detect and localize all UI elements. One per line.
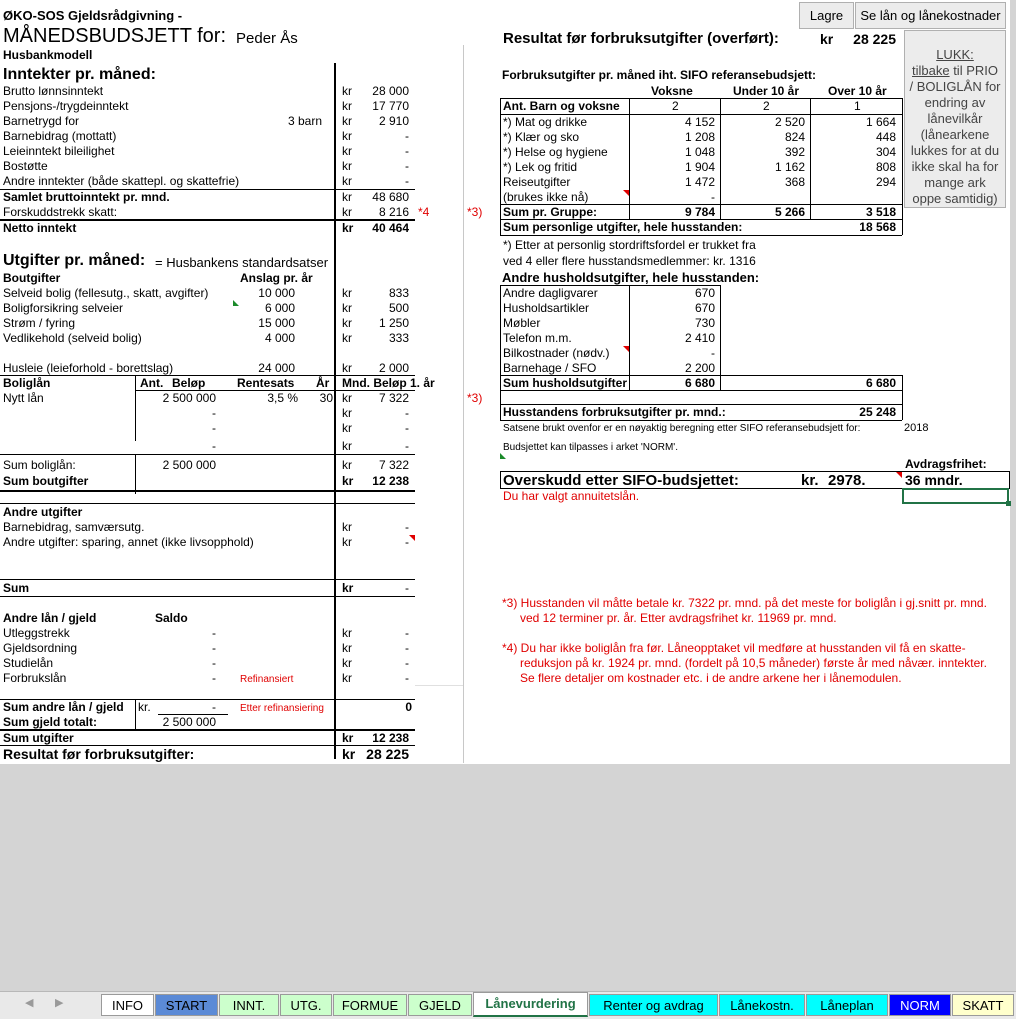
table-border [500,471,501,489]
kr-label: kr [342,641,352,655]
comment-marker [500,453,506,459]
sifo-over10-value: 808 [875,160,896,174]
total-consumption-value: 25 248 [859,405,896,419]
loan-amount[interactable]: - [212,406,216,420]
debt-row-balance[interactable]: - [212,626,216,640]
sheet-tab[interactable]: Låneplan [806,994,888,1016]
debt-row-label: Forbrukslån [3,671,67,685]
sifo-row-label: (brukes ikke nå) [503,190,589,204]
household-row-label: Bilkostnader (nødv.) [503,346,610,360]
kr-label: kr [342,129,352,143]
income-row-label: Bostøtte [3,159,48,173]
sifo-under10-value: 368 [784,175,805,189]
debt-row-value: - [405,641,409,655]
income-row-value[interactable]: 17 770 [372,99,409,113]
adults-count[interactable]: 2 [672,99,679,113]
view-loans-button[interactable]: Se lån og lånekostnader [855,2,1006,29]
sifo-row-label: *) Mat og drikke [503,115,588,129]
sum-personal-value: 18 568 [859,220,896,234]
comment-marker [623,346,629,352]
loan-col-divider-2 [135,454,136,494]
kr-label: kr [342,406,352,420]
sum-value: - [405,581,409,595]
sum-household-total: 6 680 [865,376,896,390]
under10-col-header: Under 10 år [733,84,800,98]
kr-label: kr [342,391,352,405]
count-header: Ant. [140,376,164,390]
household-row-value[interactable]: 2 410 [684,331,715,345]
kr-label: kr [342,221,354,235]
kr-label: kr [342,361,352,375]
gjeld-col-divider [135,700,136,730]
sheet-tab[interactable]: Lånevurdering [473,992,588,1017]
sum-personal-label: Sum personlige utgifter, hele husstanden: [503,220,743,234]
sum-mortgage-label: Sum boliglån: [3,458,76,472]
sheet-tab[interactable]: FORMUE [333,994,407,1016]
over10-col-header: Over 10 år [828,84,887,98]
kr-label: kr [342,144,352,158]
other-expenses-heading: Andre utgifter [3,505,83,519]
table-border [902,375,903,420]
household-row-label: Andre dagligvarer [503,286,598,300]
back-link[interactable]: tilbake [912,63,950,78]
sifo-row-label: Reiseutgifter [503,175,571,189]
sum-other-debt-balance: - [212,700,216,714]
divider [0,490,415,492]
sifo-adults-value: 1 048 [684,145,715,159]
expenses-heading: Utgifter pr. måned: [3,252,146,269]
kr-label: kr [342,731,354,745]
housing-header: Boutgifter [3,271,61,285]
result-transfer-value: 28 225 [853,31,896,47]
loan-monthly: - [405,406,409,420]
footnote-3: *3) Husstanden vil måtte betale kr. 7322 pr. mnd. på det meste for boliglån i gj.snitt pr. mnd. [502,596,987,610]
footnote-4-cont-2: Se flere detaljer om kostnader etc. i de andre arkene her i lånemodulen. [520,671,902,685]
sum-group-adults: 9 784 [684,205,715,219]
sifo-over10-value: 448 [875,130,896,144]
kr-label: kr [342,159,352,173]
sifo-row-label: *) Lek og fritid [503,160,578,174]
income-row-value[interactable]: 2 910 [378,114,409,128]
kr-label: kr [342,520,352,534]
surplus-value: 2978. [828,472,866,489]
sifo-row-label: *) Klær og sko [503,130,580,144]
sum-other-debt-value: 0 [405,700,412,714]
kr-label: kr [342,205,352,219]
sum-household-label: Sum husholdsutgifter [503,376,627,390]
income-row-label: Leieinntekt bileilighet [3,144,115,158]
housing-row-label: Strøm / fyring [3,316,76,330]
loan-monthly: - [405,439,409,453]
table-border [720,285,721,390]
sifo-heading: Forbruksutgifter pr. måned iht. SIFO referansebudsjett: [502,68,817,82]
sum-label: Sum [3,581,30,595]
left-divider [334,63,336,759]
comment-marker [233,300,239,306]
debt-row-label: Studielån [3,656,54,670]
monthly-header: Mnd. Beløp 1. år [342,376,435,390]
table-border [500,235,902,236]
sifo-under10-value: 2 520 [774,115,805,129]
over10-count[interactable]: 1 [854,99,861,113]
kr-label: kr [342,626,352,640]
loan-label: Nytt lån [3,391,44,405]
footnote-ref-3: *3) [467,205,483,219]
footnote-ref-3: *3) [467,391,483,405]
housing-row-year[interactable]: 4 000 [264,331,295,345]
housing-row-year[interactable]: 10 000 [258,286,295,300]
sum-expenses-value: 12 238 [372,731,409,745]
grace-period-label: Avdragsfrihet: [905,457,987,471]
interest-header: Rentesats [237,376,295,390]
table-border [500,98,501,235]
sheet-tab[interactable]: Lånekostn. [719,994,805,1016]
loan-amount[interactable]: 2 500 000 [162,391,216,405]
housing-row-year[interactable]: 15 000 [258,316,295,330]
result-value: 28 225 [366,746,409,762]
income-row-label: Barnetrygd for [3,114,80,128]
sheet-tab[interactable]: INFO [101,994,154,1016]
rent-label: Husleie (leieforhold - borettslag) [3,361,174,375]
close-description: til PRIO / BOLIGLÅN for endring av lånevilkår (lånearkene lukkes for at du ikke skal ha for mange ark oppe samtidig) [909,63,1001,206]
tax-label: Forskuddstrekk skatt: [3,205,118,219]
loan-monthly: 7 322 [378,391,409,405]
scroll-right-icon[interactable]: ▶ [55,997,64,1009]
sifo-basis-note: Satsene brukt ovenfor er en nøyaktig beregning etter SIFO referansebudsjett for: [503,423,861,434]
selected-cell[interactable] [902,488,1009,504]
kr-label: kr [342,439,352,453]
household-row-value[interactable]: 730 [694,316,715,330]
kr-label: kr [342,421,352,435]
debt-row-value: - [405,626,409,640]
footnote-4: *4) Du har ikke boliglån fra før. Låneopptaket vil medføre at husstanden vil få en skatte- [502,641,966,655]
budget-note: Budsjettet kan tilpasses i arket 'NORM'. [503,442,678,453]
kr-label: kr [342,190,352,204]
sheet-tab[interactable]: Renter og avdrag [589,994,718,1016]
household-row-label: Møbler [503,316,541,330]
total-debt-value: 2 500 000 [162,715,216,729]
divider [415,685,463,686]
result-label: Resultat før forbruksutgifter: [3,746,195,762]
sum-group-over10: 3 518 [865,205,896,219]
debt-row-balance[interactable]: - [212,641,216,655]
housing-row-label: Selveid bolig (fellesutg., skatt, avgifter) [3,286,209,300]
total-debt-label: Sum gjeld totalt: [3,715,97,729]
save-button[interactable]: Lagre [799,2,854,29]
income-row-value[interactable]: 28 000 [372,84,409,98]
household-count-label: Ant. Barn og voksne [503,99,620,113]
close-title: LUKK: [936,47,974,62]
debt-row-value: - [405,671,409,685]
housing-row-label: Boligforsikring selveier [3,301,124,315]
income-row-label: Andre inntekter (både skattepl. og skattefrie) [3,174,240,188]
housing-row-value: 333 [388,331,409,345]
children-count[interactable]: 3 barn [288,114,323,128]
annuity-note: Du har valgt annuitetslån. [503,489,640,503]
housing-row-value: 833 [388,286,409,300]
footnote-3-cont: ved 12 terminer pr. år. Etter avdragsfrihet kr. 11969 pr. mnd. [520,611,837,625]
kr-label: kr [342,174,352,188]
housing-row-value: 500 [388,301,409,315]
sifo-adults-value: 4 152 [684,115,715,129]
kr-label: kr [342,99,352,113]
annual-estimate-header: Anslag pr. år [240,271,313,285]
income-heading: Inntekter pr. måned: [3,66,156,83]
rent-value: 2 000 [378,361,409,375]
sifo-adults-value: 1 208 [684,130,715,144]
sifo-over10-value: 294 [875,175,896,189]
divider [0,454,415,455]
rent-year[interactable]: 24 000 [258,361,295,375]
child-support-label: Barnebidrag, samværsutg. [3,520,145,534]
other-costs-value[interactable]: - [405,535,409,549]
sifo-over10-value: 1 664 [865,115,896,129]
other-costs-label: Andre utgifter: sparing, annet (ikke livsopphold) [3,535,254,549]
sheet-tab[interactable]: GJELD [408,994,472,1016]
table-border [1009,471,1010,489]
debt-row-label: Gjeldsordning [3,641,78,655]
sum-household-value: 6 680 [684,376,715,390]
income-row-value[interactable]: - [405,144,409,158]
refinance-note: Etter refinansiering [240,703,324,714]
loan-amount[interactable]: - [212,439,216,453]
sifo-adults-value: 1 472 [684,175,715,189]
sifo-year: 2018 [904,422,929,434]
kr-label: kr [342,84,352,98]
divider [0,579,415,580]
debt-row-value: - [405,656,409,670]
table-border [500,285,501,420]
sifo-adults-value: 1 904 [684,160,715,174]
kr-label: kr [342,581,354,595]
divider [0,503,415,504]
grace-period-value: 36 mndr. [905,472,963,488]
household-row-value[interactable]: 670 [694,301,715,315]
amount-header: Beløp [172,376,206,390]
total-consumption-label: Husstandens forbruksutgifter pr. mnd.: [503,405,726,419]
refinanced-note: Refinansiert [240,674,294,685]
kr-label: kr [342,286,352,300]
divider [0,596,415,597]
income-row-label: Barnebidrag (mottatt) [3,129,117,143]
kr-label: kr [342,114,352,128]
household-row-value[interactable]: 2 200 [684,361,715,375]
footnote-4-cont: reduksjon på kr. 1924 pr. mnd. (fordelt på 10,5 måneder) første år med nåvær. inntekter. [520,656,987,670]
close-loan-sheets-button[interactable] [904,30,1006,208]
sum-mortgage-amount: 2 500 000 [162,458,216,472]
tax-value: 8 216 [378,205,409,219]
debt-row-label: Utleggstrekk [3,626,70,640]
comment-marker [623,190,629,196]
household-expenses-heading: Andre husholdsutgifter, hele husstanden: [502,270,760,285]
kr-label: kr [342,474,354,488]
sifo-row-label: *) Helse og hygiene [503,145,608,159]
sum-housing-label: Sum boutgifter [3,474,89,488]
kr-label: kr. [801,472,819,489]
loan-amount[interactable]: - [212,421,216,435]
kr-label: kr [342,316,352,330]
housing-row-year[interactable]: 6 000 [264,301,295,315]
result-transfer-label: Resultat før forbruksutgifter (overført): [503,30,779,47]
fill-handle[interactable] [1006,501,1011,506]
sheet-tab[interactable]: START [155,994,218,1016]
income-row-value[interactable]: - [405,159,409,173]
sifo-under10-value: 824 [784,130,805,144]
loan-years[interactable]: 30 [319,391,333,405]
net-income-label: Netto inntekt [3,221,77,235]
sheet-tab[interactable]: NORM [889,994,951,1016]
sheet-tab[interactable]: INNT. [219,994,279,1016]
household-row-value[interactable]: 670 [694,286,715,300]
debt-row-balance[interactable]: - [212,656,216,670]
child-support-value[interactable]: - [405,520,409,534]
gross-income-value: 48 680 [372,190,409,204]
kr-label: kr [342,671,352,685]
sheet-tab[interactable]: UTG. [280,994,332,1016]
scroll-left-icon[interactable]: ◀ [25,997,34,1009]
loan-monthly: - [405,421,409,435]
page-title: MÅNEDSBUDSJETT for: [3,25,226,47]
economies-note: *) Etter at personlig stordriftsfordel er trukket fra [503,238,756,252]
net-income-value: 40 464 [372,221,409,235]
surplus-label: Overskudd etter SIFO-budsjettet: [503,472,739,489]
other-debt-heading: Andre lån / gjeld [3,611,97,625]
sifo-adults-value: - [711,190,715,204]
sheet-tab-bar [0,991,1016,1019]
loan-interest[interactable]: 3,5 % [267,391,298,405]
sum-group-under10: 5 266 [774,205,805,219]
household-row-label: Husholdsartikler [503,301,590,315]
kr-label: kr [342,535,352,549]
economies-note-2: ved 4 eller flere husstandsmedlemmer: kr. 1316 [503,254,756,268]
income-row-value[interactable]: - [405,129,409,143]
footnote-ref-4: *4 [418,205,430,219]
balance-header: Saldo [155,611,188,625]
sum-expenses-label: Sum utgifter [3,731,74,745]
gross-income-label: Samlet bruttoinntekt pr. mnd. [3,190,170,204]
comment-marker [896,472,902,478]
years-header: År [316,376,330,390]
sifo-under10-value: 392 [784,145,805,159]
under10-count[interactable]: 2 [763,99,770,113]
kr-label: kr [342,331,352,345]
household-row-value[interactable]: - [711,346,715,360]
table-border [902,98,903,235]
sum-mortgage-value: 7 322 [378,458,409,472]
kr-label: kr [342,656,352,670]
loan-col-divider [135,376,136,441]
household-row-label: Barnehage / SFO [503,361,597,375]
household-row-label: Telefon m.m. [503,331,572,345]
adults-col-header: Voksne [651,84,693,98]
sifo-under10-value: 1 162 [774,160,805,174]
kr-label: kr [342,746,356,762]
sum-other-debt-label: Sum andre lån / gjeld [3,700,124,714]
housing-row-label: Vedlikehold (selveid bolig) [3,331,142,345]
income-row-value[interactable]: - [405,174,409,188]
income-row-label: Pensjons-/trygdeinntekt [3,99,129,113]
housing-row-value: 1 250 [378,316,409,330]
sum-group-label: Sum pr. Gruppe: [503,205,598,219]
sum-housing-value: 12 238 [372,474,409,488]
debt-row-balance[interactable]: - [212,671,216,685]
sheet-tab[interactable]: SKATT [952,994,1014,1016]
kr-label: kr. [138,700,151,714]
mortgage-header: Boliglån [3,376,51,390]
model-label: Husbankmodell [3,48,93,62]
client-name[interactable]: Peder Ås [236,30,298,47]
income-row-label: Brutto lønnsinntekt [3,84,104,98]
standard-rates-note: = Husbankens standardsatser [155,255,329,270]
kr-label: kr [342,458,352,472]
org-name: ØKO-SOS Gjeldsrådgivning - [3,8,183,23]
sifo-over10-value: 304 [875,145,896,159]
kr-label: kr [342,301,352,315]
sheet-column-gridline [463,45,464,763]
kr-label: kr [820,31,834,47]
comment-marker [409,535,415,541]
